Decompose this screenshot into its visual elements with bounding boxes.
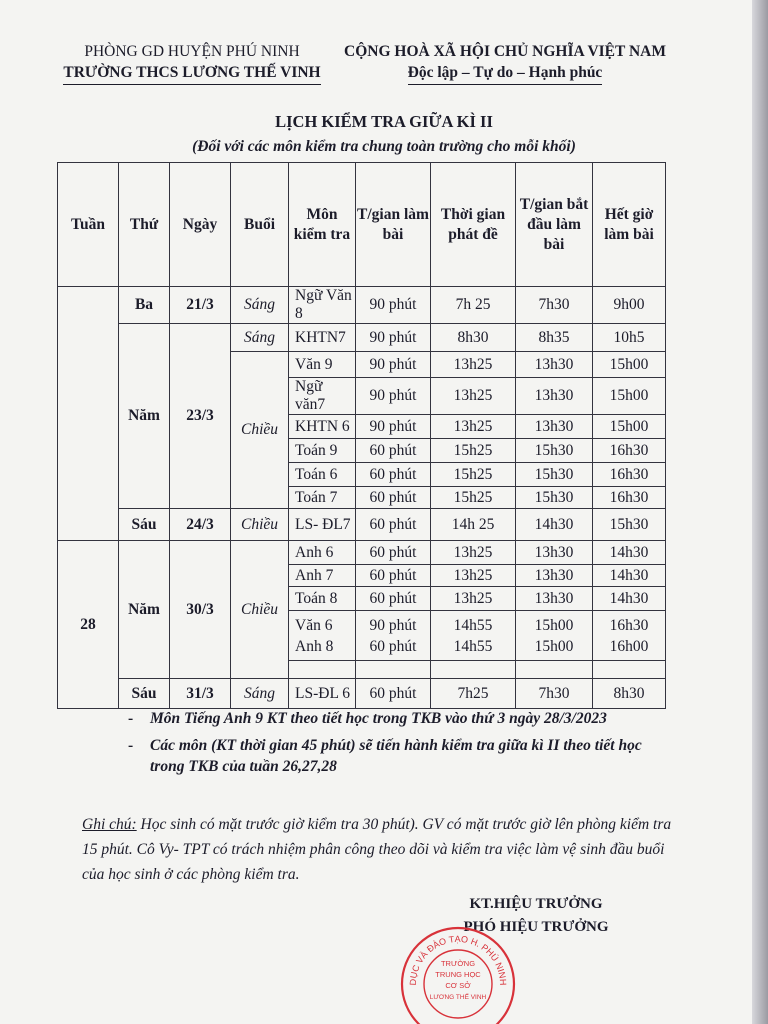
subject-cell: Toán 9	[289, 439, 356, 463]
duration-cell: 60 phút	[356, 541, 431, 565]
date-cell: 30/3	[170, 541, 231, 679]
subject-cell: Anh 6	[289, 541, 356, 565]
remark-label: Ghi chú:	[82, 816, 137, 833]
national-header	[332, 41, 678, 85]
subject-cell: Ngữ Văn 8	[289, 287, 356, 324]
start-cell: 13h30	[516, 378, 593, 415]
note-text: Môn Tiếng Anh 9 KT theo tiết học trong TKB vào thứ 3 ngày 28/3/2023	[150, 710, 607, 727]
school-seal-icon	[398, 922, 518, 1024]
handout-cell: 13h25	[431, 415, 516, 439]
end-cell: 16h30	[593, 463, 666, 487]
table-row	[58, 324, 666, 352]
bullet-dash: -	[128, 737, 134, 754]
handout-cell: 13h25	[431, 352, 516, 378]
duration-cell: 60 phút	[356, 463, 431, 487]
signer-title: PHÓ HIỆU TRƯỞNG	[463, 919, 609, 935]
subject-cell: Văn 9	[289, 352, 356, 378]
end-cell: 15h00	[593, 378, 666, 415]
subject-line: Văn 6	[295, 616, 333, 634]
subject-cell: Toán 6	[289, 463, 356, 487]
handout-cell: 13h25	[431, 541, 516, 565]
remark-text: Học sinh có mặt trước giờ kiểm tra 30 phút). GV có mặt trước giờ lên phòng kiểm tra 15 phút. Cô Vy- TPT có trách nhiệm phân công theo dõi và kiểm tra việc làm vệ sinh đầu buổi của học sinh ở các phòng kiểm tra.	[82, 816, 672, 883]
end-line: 16h30	[609, 616, 649, 634]
session-cell: Sáng	[231, 679, 289, 709]
start-line: 15h00	[534, 616, 574, 634]
handout-cell: 7h25	[431, 679, 516, 709]
seal-line: TRƯỜNG	[440, 959, 476, 968]
table-row	[58, 541, 666, 565]
col-header-handout: Thời gian phát đề	[431, 163, 516, 287]
remark-paragraph	[82, 812, 672, 887]
week-cell-blank	[58, 287, 119, 541]
note-text: Các môn (KT thời gian 45 phút) sẽ tiến hành kiểm tra giữa kì II theo tiết học trong TKB của tuần 26,27,28	[150, 737, 642, 775]
subject-cell: KHTN 6	[289, 415, 356, 439]
duration-line: 90 phút	[369, 616, 417, 634]
handout-line: 14h55	[453, 637, 493, 655]
table-row	[58, 679, 666, 709]
handout-cell: 15h25	[431, 463, 516, 487]
duration-cell: 60 phút	[356, 509, 431, 541]
end-cell: 15h30	[593, 509, 666, 541]
duration-cell: 90 phút	[356, 352, 431, 378]
subject-line: Anh 8	[295, 637, 334, 655]
col-header-subject: Môn kiểm tra	[289, 163, 356, 287]
duration-cell: 60 phút	[356, 679, 431, 709]
seal-ring-text: DỤC VÀ ĐÀO TẠO H. PHÚ NINH	[407, 933, 509, 986]
start-cell: 7h30	[516, 287, 593, 324]
national-motto: Độc lập – Tự do – Hạnh phúc	[408, 62, 603, 85]
subject-cell	[289, 611, 356, 661]
end-cell: 8h30	[593, 679, 666, 709]
note-item	[128, 735, 648, 777]
end-cell	[593, 611, 666, 661]
duration-cell: 60 phút	[356, 439, 431, 463]
note-item	[128, 708, 648, 729]
handout-cell: 13h25	[431, 378, 516, 415]
session-cell: Chiều	[231, 509, 289, 541]
weekday-cell: Sáu	[119, 679, 170, 709]
start-cell: 13h30	[516, 415, 593, 439]
subject-cell: Toán 8	[289, 587, 356, 611]
handout-line: 14h55	[453, 616, 493, 634]
date-cell: 21/3	[170, 287, 231, 324]
handout-cell: 8h30	[431, 324, 516, 352]
empty-cell	[431, 661, 516, 679]
handout-cell: 15h25	[431, 439, 516, 463]
end-cell: 15h00	[593, 415, 666, 439]
start-line: 15h00	[534, 637, 574, 655]
start-cell: 13h30	[516, 352, 593, 378]
duration-cell: 90 phút	[356, 415, 431, 439]
issuer-block	[52, 41, 332, 85]
end-cell: 15h00	[593, 352, 666, 378]
nation-name: CỘNG HOÀ XÃ HỘI CHỦ NGHĨA VIỆT NAM	[344, 43, 666, 60]
subject-cell: LS- ĐL7	[289, 509, 356, 541]
bullet-dash: -	[128, 710, 134, 727]
handout-cell: 7h 25	[431, 287, 516, 324]
handout-cell: 13h25	[431, 565, 516, 587]
end-cell: 14h30	[593, 587, 666, 611]
duration-cell: 90 phút	[356, 287, 431, 324]
session-cell: Sáng	[231, 324, 289, 352]
weekday-cell: Sáu	[119, 509, 170, 541]
empty-cell	[289, 661, 356, 679]
empty-cell	[593, 661, 666, 679]
subject-cell: Toán 7	[289, 487, 356, 509]
handout-cell: 14h 25	[431, 509, 516, 541]
duration-cell	[356, 611, 431, 661]
start-cell: 15h30	[516, 487, 593, 509]
school-name: TRƯỜNG THCS LƯƠNG THẾ VINH	[63, 62, 320, 85]
duration-cell: 60 phút	[356, 587, 431, 611]
empty-cell	[516, 661, 593, 679]
duration-cell: 60 phút	[356, 565, 431, 587]
col-header-end: Hết giờ làm bài	[593, 163, 666, 287]
signer-authority: KT.HIỆU TRƯỞNG	[469, 896, 603, 912]
start-cell: 8h35	[516, 324, 593, 352]
date-cell: 23/3	[170, 324, 231, 509]
seal-line: CƠ SỞ	[445, 981, 471, 990]
weekday-cell: Ba	[119, 287, 170, 324]
document-subtitle: (Đối với các môn kiểm tra chung toàn trường cho mỗi khối)	[192, 138, 576, 155]
header-row	[58, 163, 666, 287]
duration-line: 60 phút	[369, 637, 417, 655]
duration-cell: 60 phút	[356, 487, 431, 509]
duration-cell: 90 phút	[356, 324, 431, 352]
seal-line: TRUNG HỌC	[435, 970, 481, 979]
handout-cell: 15h25	[431, 487, 516, 509]
start-cell: 13h30	[516, 565, 593, 587]
col-header-week: Tuần	[58, 163, 119, 287]
start-cell: 7h30	[516, 679, 593, 709]
start-cell: 14h30	[516, 509, 593, 541]
office-name: PHÒNG GD HUYỆN PHÚ NINH	[84, 43, 300, 60]
date-cell: 31/3	[170, 679, 231, 709]
handout-cell	[431, 611, 516, 661]
end-cell: 14h30	[593, 541, 666, 565]
empty-cell	[356, 661, 431, 679]
date-cell: 24/3	[170, 509, 231, 541]
duration-cell: 90 phút	[356, 378, 431, 415]
col-header-weekday: Thứ	[119, 163, 170, 287]
col-header-date: Ngày	[170, 163, 231, 287]
start-cell: 15h30	[516, 463, 593, 487]
subject-cell: LS-ĐL 6	[289, 679, 356, 709]
session-cell: Chiều	[231, 352, 289, 509]
end-line: 16h00	[609, 637, 649, 655]
subject-cell: Ngữ văn7	[289, 378, 356, 415]
subject-cell: Anh 7	[289, 565, 356, 587]
session-cell: Chiều	[231, 541, 289, 679]
end-cell: 14h30	[593, 565, 666, 587]
col-header-start: T/gian bắt đầu làm bài	[516, 163, 593, 287]
start-cell: 15h30	[516, 439, 593, 463]
end-cell: 16h30	[593, 439, 666, 463]
table-row	[58, 509, 666, 541]
document-title: LỊCH KIỂM TRA GIỮA KÌ II	[275, 112, 493, 131]
notes-list	[128, 708, 648, 783]
session-cell: Sáng	[231, 287, 289, 324]
col-header-session: Buổi	[231, 163, 289, 287]
end-cell: 9h00	[593, 287, 666, 324]
end-cell: 10h5	[593, 324, 666, 352]
seal-line: LƯƠNG THẾ VINH	[429, 994, 487, 1001]
start-cell	[516, 611, 593, 661]
subject-cell: KHTN7	[289, 324, 356, 352]
handout-cell: 13h25	[431, 587, 516, 611]
weekday-cell: Năm	[119, 541, 170, 679]
start-cell: 13h30	[516, 541, 593, 565]
col-header-duration: T/gian làm bài	[356, 163, 431, 287]
weekday-cell: Năm	[119, 324, 170, 509]
exam-schedule-table	[57, 162, 666, 709]
start-cell: 13h30	[516, 587, 593, 611]
end-cell: 16h30	[593, 487, 666, 509]
week-cell: 28	[58, 541, 119, 709]
table-row	[58, 287, 666, 324]
